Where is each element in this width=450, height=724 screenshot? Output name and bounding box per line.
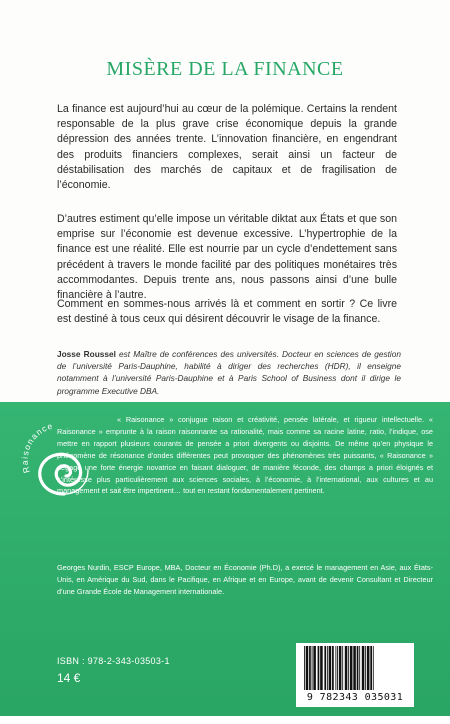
- blurb-paragraph-2: D’autres estiment qu’elle impose un véritable diktat aux États et que son emprise sur l’économie est devenue excessive. L’hypertrophie de la finance est une réalité. Elle est nourrie par un cycle d’endettement sans précédent à travers le monde facilité par des politiques monétaires très accommodantes. Depuis trente ans, nous passons ainsi d’une bulle financière à l’autre.: [57, 213, 397, 302]
- series-description: « Raisonance » conjugue raison et créativité, pensée latérale, et rigueur intellectuelle. « Raisonance » emprunte à la raison raisonnante sa rationalité, mais comme sa racine latine, ratio, l’indique, ose mettre en rapport plusieurs courants de pensée a priori divergents ou disjoints. De même qu’en physique le phénomène de résonance d’ondes différentes peut provoquer des phénomènes très puissants, « Raisonance » dégage une forte énergie novatrice en faisant dialoguer, de manière féconde, des champs a priori éloignés et s’intéresse plus particulièrement aux sciences sociales, à l’économie, à l’international, aux cultures et au management et sait être impertinent… tout en restant fondamentalement pertinent.: [57, 415, 433, 496]
- author-name: Josse Roussel: [57, 349, 116, 359]
- isbn: ISBN : 978-2-343-03503-1: [57, 656, 170, 666]
- series-editor-bio: Georges Nurdin, ESCP Europe, MBA, Docteur en Économie (Ph.D), a exercé le management en Asie, aux États-Unis, en Amérique du Sud, dans le Pacifique, en Afrique et en Europe, avant de devenir Consultant et Directeur d’une Grande École de Management internationale.: [57, 563, 433, 596]
- blurb-paragraph-1: La finance est aujourd’hui au cœur de la polémique. Certains la rendent responsable de la plus grave crise économique depuis la grande dépression des années trente. L’innovation financière, en engendrant des produits financiers complexes, serait ainsi un facteur de déstabilisation des marchés de capitaux et de fragilisation de l’économie.: [57, 103, 397, 192]
- barcode: [296, 643, 414, 707]
- author-bio-text: est Maître de conférences des universités. Docteur en sciences de gestion de l’université Paris-Dauphine, habilité à diriger des recherches (HDR), il enseigne notamment à l’université Paris-Dauphine et à Paris School of Business dont il dirige le programme Executive DBA.: [57, 349, 402, 396]
- author-bio: [57, 348, 401, 397]
- bottom-margin: [0, 716, 450, 724]
- barcode-number: 9 782343 035031: [306, 692, 404, 703]
- book-title: MISÈRE DE LA FINANCE: [106, 58, 344, 80]
- series-logo-text: Raisonance: [19, 420, 55, 475]
- barcode-bars: [302, 646, 408, 692]
- price: 14 €: [57, 671, 81, 685]
- blurb-paragraph-3: Comment en sommes-nous arrivés là et comment en sortir ? Ce livre est destiné à tous ceux qui désirent découvrir le visage de la finance.: [57, 298, 397, 326]
